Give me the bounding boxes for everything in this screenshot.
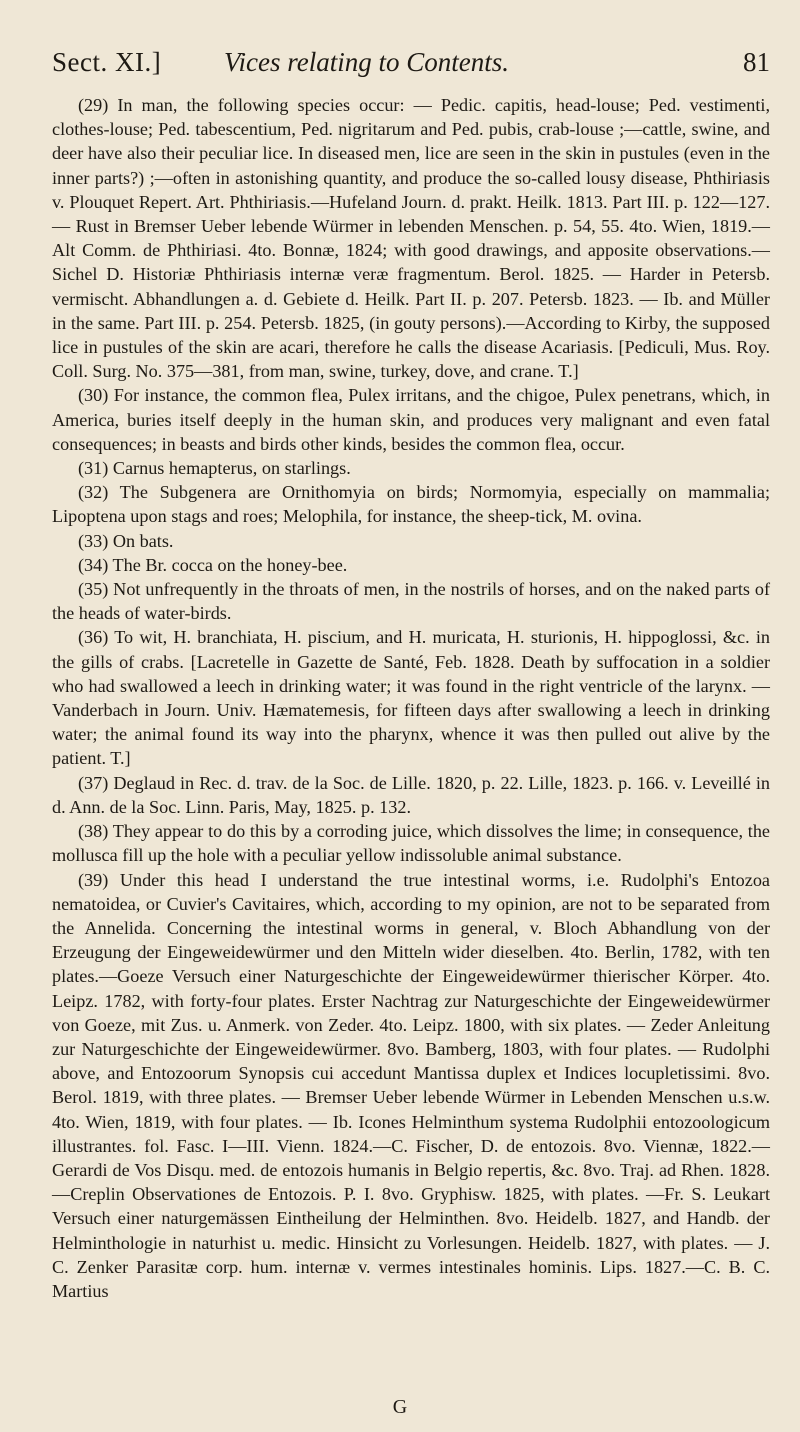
section-label: Sect. XI.] (52, 47, 162, 77)
note-31: (31) Carnus hemapterus, on starlings. (78, 458, 351, 479)
note-34: (34) The Br. cocca on the honey-bee. (78, 554, 348, 575)
note-37: (37) Deglaud in Rec. d. trav. de la Soc. de Lille. 1820, p. 22. Lille, 1823. p. 166. v. Leveillé in d. Ann. de la Soc. Linn. Paris, May, 1825. p. 132. (52, 772, 770, 817)
footnotes-body (52, 93, 770, 1303)
note-35: (35) Not unfrequently in the throats of men, in the nostrils of horses, and on the naked parts of the heads of water-birds. (52, 579, 770, 624)
note-32: (32) The Subgenera are Ornithomyia on birds; Normomyia, especially on mammalia; Lipoptena upon stags and roes; Melophila, for instance, the sheep-tick, M. ovina. (52, 482, 770, 527)
note-39: (39) Under this head I understand the true intestinal worms, i.e. Rudolphi's Entozoa nematoidea, or Cuvier's Cavitaires, which, according to my opinion, are not to be separated from the Annelida. Concerning the intestinal worms in general, v. Bloch Abhandlung von der Erzeugung der Eingeweidewürmer und den Mitteln wider dieselben. 4to. Berlin, 1782, with ten plates.—Goeze Versuch einer Naturgeschichte der Eingeweidewürmer thierischer Körper. 4to. Leipz. 1782, with forty-four plates. Erster Nachtrag zur Naturgeschichte der Eingeweidewürmer von Goeze, mit Zus. u. Anmerk. von Zeder. 4to. Leipz. 1800, with six plates. — Zeder Anleitung zur Naturgeschichte der Eingeweidewürmer. 8vo. Bamberg, 1803, with four plates. — Rudolphi above, and Entozoorum Synopsis cui accedunt Mantissa duplex et Indices locupletissimi. 8vo. Berol. 1819, with three plates. — Bremser Ueber lebende Würmer in Lebenden Menschen u.s.w. 4to. Wien, 1819, with four plates. — Ib. Icones Helminthum systema Rudolphii entozoologicum illustrantes. fol. Fasc. I—III. Vienn. 1824.—C. Fischer, D. de entozois. 8vo. Viennæ, 1822.—Gerardi de Vos Disqu. med. de entozois humanis in Belgio repertis, &c. 8vo. Traj. ad Rhen. 1828.—Creplin Observationes de Entozois. P. I. 8vo. Gryphisw. 1825, with plates. —Fr. S. Leukart Versuch einer naturgemässen Eintheilung der Helminthen. 8vo. Heidelb. 1827, and Handb. der Helminthologie in naturhist u. medic. Hinsicht zu Vorlesungen. Heidelb. 1827, with plates. — J. C. Zenker Parasitæ corp. hum. internæ v. vermes intestinales hominis. Lips. 1827.—C. B. C. Martius (52, 869, 770, 1301)
running-title: Vices relating to Contents. (224, 47, 509, 77)
note-38: (38) They appear to do this by a corroding juice, which dissolves the lime; in consequence, the mollusca fill up the hole with a peculiar yellow indissoluble animal substance. (52, 821, 770, 866)
signature-mark: G (392, 1396, 408, 1418)
note-29: (29) In man, the following species occur: — Pedic. capitis, head-louse; Ped. vestimenti, clothes-louse; Ped. tabescentium, Ped. nigritarum and Ped. pubis, crab-louse ;—cattle, swine, and deer have also their peculiar lice. In diseased men, lice are seen in the skin in pustules (even in the inner parts?) ;—often in astonishing quantity, and produce the so-called lousy disease, Phthiriasis v. Plouquet Repert. Art. Phthiriasis.—Hufeland Journ. d. prakt. Heilk. 1813. Part III. p. 122—127. — Rust in Bremser Ueber lebende Würmer in lebenden Menschen. p. 54, 55. 4to. Wien, 1819.—Alt Comm. de Phthiriasi. 4to. Bonnæ, 1824; with good drawings, and apposite observations.—Sichel D. Historiæ Phthiriasis internæ veræ fragmentum. Berol. 1825. — Harder in Petersb. vermischt. Abhandlungen a. d. Gebiete d. Heilk. Part II. p. 207. Petersb. 1823. — Ib. and Müller in the same. Part III. p. 254. Petersb. 1825, (in gouty persons).—According to Kirby, the supposed lice in pustules of the skin are acari, therefore he calls the disease Acariasis. [Pediculi, Mus. Roy. Coll. Surg. No. 375—381, from man, swine, turkey, dove, and crane. T.] (52, 95, 770, 382)
note-36: (36) To wit, H. branchiata, H. piscium, and H. muricata, H. sturionis, H. hippoglossi, &c. in the gills of crabs. [Lacretelle in Gazette de Santé, Feb. 1828. Death by suffocation in a soldier who had swallowed a leech in drinking water; it was found in the right ventricle of the larynx. — Vanderbach in Journ. Univ. Hæmatemesis, for fifteen days after swallowing a leech in drinking water; the animal found its way into the pharynx, whence it was then pulled out alive by the patient. T.] (52, 627, 770, 769)
page-number: 81 (743, 47, 770, 77)
note-33: (33) On bats. (78, 530, 174, 551)
note-30: (30) For instance, the common flea, Pulex irritans, and the chigoe, Pulex penetrans, which, in America, buries itself deeply in the human skin, and produces very malignant and even fatal consequences; in beasts and birds other kinds, besides the common flea, occur. (52, 385, 770, 454)
